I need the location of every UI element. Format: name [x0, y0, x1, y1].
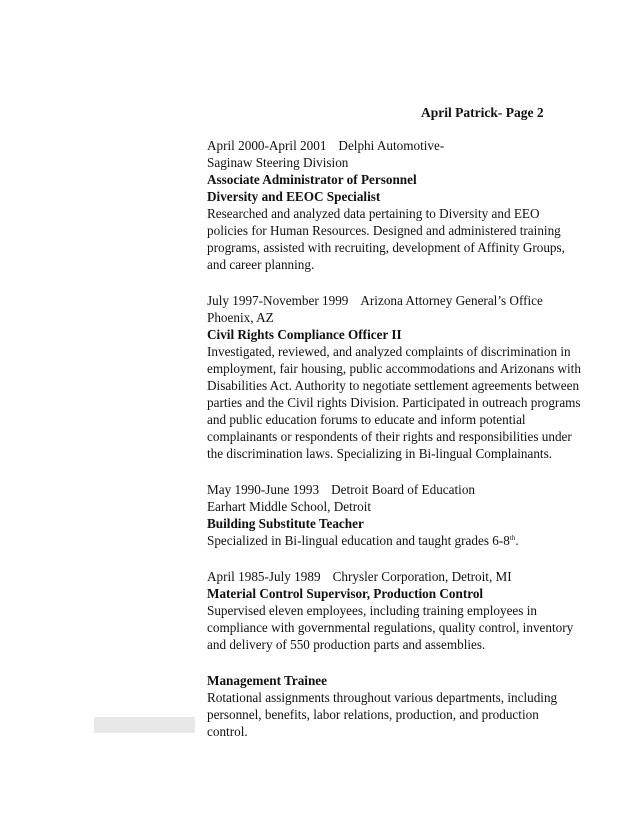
job-title: Associate Administrator of Personnel — [207, 172, 417, 187]
job-description-line: Disabilities Act. Authority to negotiate settlement agreements between — [207, 378, 580, 393]
employer-name: Chrysler Corporation, Detroit, MI — [332, 569, 512, 584]
job-description-line: personnel, benefits, labor relations, production, and production — [207, 707, 539, 722]
job-description-line: and career planning. — [207, 257, 315, 272]
employer-location: Phoenix, AZ — [207, 310, 274, 325]
job-description-line: Supervised eleven employees, including training employees in — [207, 603, 537, 618]
employer-name: Delphi Automotive- — [338, 138, 445, 153]
job-description-line: compliance with governmental regulations, quality control, inventory — [207, 620, 574, 635]
job-title: Diversity and EEOC Specialist — [207, 189, 381, 204]
job-description-line: and public education forums to educate and inform potential — [207, 412, 526, 427]
employer-division: Saginaw Steering Division — [207, 155, 349, 170]
job-description-line: and delivery of 550 production parts and assemblies. — [207, 637, 486, 652]
job-header-line — [207, 137, 569, 154]
gray-placeholder-bar — [94, 717, 195, 733]
job-description-line: parties and the Civil rights Division. Participated in outreach programs — [207, 395, 581, 410]
job-description-line: Rotational assignments throughout various departments, including — [207, 690, 558, 705]
job-entry-management-trainee — [207, 672, 569, 740]
employer-name: Detroit Board of Education — [331, 482, 476, 497]
job-dates: July 1997-November 1999 — [207, 293, 349, 308]
job-description-line: employment, fair housing, public accommodations and Arizonans with — [207, 361, 581, 376]
job-description-line: policies for Human Resources. Designed and administered training — [207, 223, 561, 238]
job-entry-delphi — [207, 137, 569, 273]
job-description-line: the discrimination laws. Specializing in Bi-lingual Complainants. — [207, 446, 553, 461]
job-description-line: programs, assisted with recruiting, development of Affinity Groups, — [207, 240, 565, 255]
job-title: Material Control Supervisor, Production Control — [207, 586, 484, 601]
job-title: Building Substitute Teacher — [207, 516, 364, 531]
job-dates: April 1985-July 1989 — [207, 569, 321, 584]
job-dates: May 1990-June 1993 — [207, 482, 320, 497]
job-header-line — [207, 568, 569, 585]
job-title: Civil Rights Compliance Officer II — [207, 327, 402, 342]
employer-location: Earhart Middle School, Detroit — [207, 499, 372, 514]
page-header-title: April Patrick- Page 2 — [421, 105, 544, 120]
job-dates: April 2000-April 2001 — [207, 138, 327, 153]
employer-name: Arizona Attorney General’s Office — [360, 293, 543, 308]
job-description-line — [207, 532, 569, 549]
ordinal-suffix: th — [509, 534, 516, 542]
description-text: Specialized in Bi-lingual education and taught grades 6-8 — [207, 533, 510, 548]
job-description-line: Investigated, reviewed, and analyzed complaints of discrimination in — [207, 344, 571, 359]
job-header-line — [207, 481, 569, 498]
job-entry-chrysler — [207, 568, 574, 653]
job-title: Management Trainee — [207, 673, 328, 688]
resume-content — [207, 137, 581, 759]
job-header-line — [207, 292, 569, 309]
job-description-line: complainants or respondents of their rights and responsibilities under — [207, 429, 572, 444]
job-description-line: Researched and analyzed data pertaining to Diversity and EEO — [207, 206, 540, 221]
job-entry-detroit-board — [207, 481, 569, 549]
description-end: . — [515, 533, 519, 548]
job-entry-arizona — [207, 292, 581, 462]
job-description-line: control. — [207, 724, 248, 739]
